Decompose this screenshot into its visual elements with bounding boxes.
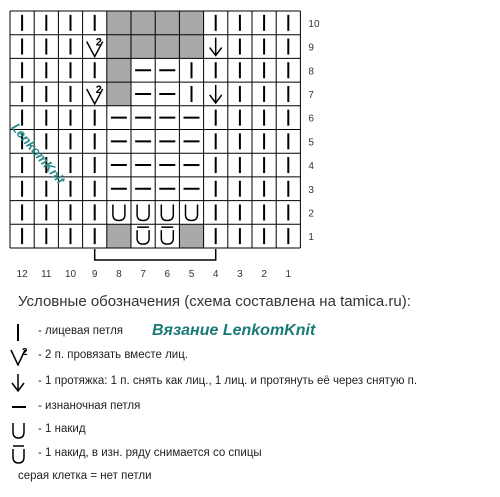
gray-cell-r9-c8 bbox=[107, 35, 131, 59]
col-label-1: 1 bbox=[285, 269, 292, 280]
watermark-text: LenkomKnit bbox=[8, 120, 69, 188]
col-label-3: 3 bbox=[237, 269, 243, 280]
col-label-7: 7 bbox=[140, 269, 146, 280]
gray-cell-r10-c7 bbox=[131, 11, 155, 35]
legend-text-yo: - 1 накид bbox=[38, 423, 86, 435]
gray-cell-r8-c8 bbox=[107, 58, 131, 82]
legend-heading: Условные обозначения (схема составлена на tamica.ru): bbox=[18, 293, 411, 310]
gray-cell-r1-c5 bbox=[179, 224, 203, 248]
col-label-10: 10 bbox=[64, 269, 77, 280]
knit-stitch-icon bbox=[10, 322, 34, 342]
cell-r2-c6-yo bbox=[161, 204, 173, 220]
yarn-over-drop-icon bbox=[10, 444, 34, 464]
row-label-7: 7 bbox=[308, 89, 314, 101]
brand-title: Вязание LenkomKnit bbox=[152, 322, 316, 339]
row-label-1: 1 bbox=[308, 232, 314, 244]
row-label-2: 2 bbox=[308, 208, 314, 220]
col-label-9: 9 bbox=[91, 269, 98, 280]
row-label-8: 8 bbox=[308, 66, 314, 78]
legend-text-knit: - лицевая петля bbox=[38, 325, 124, 337]
col-label-8: 8 bbox=[116, 269, 122, 280]
cell-r1-c7-yo_drop bbox=[137, 230, 149, 244]
row-label-4: 4 bbox=[308, 161, 314, 173]
yarn-over-icon bbox=[10, 420, 34, 440]
row-label-3: 3 bbox=[308, 184, 314, 196]
slip-arrow-icon bbox=[10, 372, 34, 392]
col-label-12: 12 bbox=[16, 269, 28, 280]
repeat-brace bbox=[95, 249, 216, 260]
gray-cell-r7-c8 bbox=[107, 82, 131, 106]
cell-r2-c8-yo bbox=[113, 204, 125, 220]
gray-cell-r10-c8 bbox=[107, 11, 131, 35]
gray-cell-r9-c7 bbox=[131, 35, 155, 59]
row-label-5: 5 bbox=[308, 137, 314, 149]
purl-stitch-icon bbox=[10, 397, 34, 417]
gray-cell-r1-c8 bbox=[107, 224, 131, 248]
cell-r9-c9-k2tog-label: 2 bbox=[95, 36, 102, 49]
legend-text-slip: - 1 протяжка: 1 п. снять как лиц., 1 лиц. и протянуть её через снятую п. bbox=[38, 375, 418, 387]
legend-text-yo-drop: - 1 накид, в изн. ряду снимается со спицы bbox=[38, 447, 262, 459]
cell-r7-c9-k2tog-label: 2 bbox=[95, 83, 102, 96]
legend-text-k2tog: - 2 п. провязать вместе лиц. bbox=[38, 349, 189, 361]
cell-r1-c6-yo_drop bbox=[161, 230, 173, 244]
gray-cell-r9-c5 bbox=[179, 35, 203, 59]
col-label-6: 6 bbox=[164, 269, 171, 280]
svg-text:2: 2 bbox=[22, 347, 28, 358]
col-label-11: 11 bbox=[41, 269, 52, 280]
row-label-10: 10 bbox=[308, 18, 320, 30]
gray-cell-r10-c6 bbox=[155, 11, 179, 35]
gray-cell-r9-c6 bbox=[155, 35, 179, 59]
legend-text-purl: - изнаночная петля bbox=[38, 400, 141, 412]
row-label-9: 9 bbox=[308, 42, 314, 54]
row-label-6: 6 bbox=[308, 113, 314, 125]
gray-cell-note: серая клетка = нет петли bbox=[18, 470, 152, 482]
cell-r2-c7-yo bbox=[137, 204, 149, 220]
col-label-4: 4 bbox=[212, 269, 219, 280]
col-label-5: 5 bbox=[188, 269, 195, 280]
k2tog-icon bbox=[10, 346, 34, 366]
gray-cell-r10-c5 bbox=[179, 11, 203, 35]
cell-r2-c5-yo bbox=[186, 204, 198, 220]
col-label-2: 2 bbox=[261, 269, 267, 280]
